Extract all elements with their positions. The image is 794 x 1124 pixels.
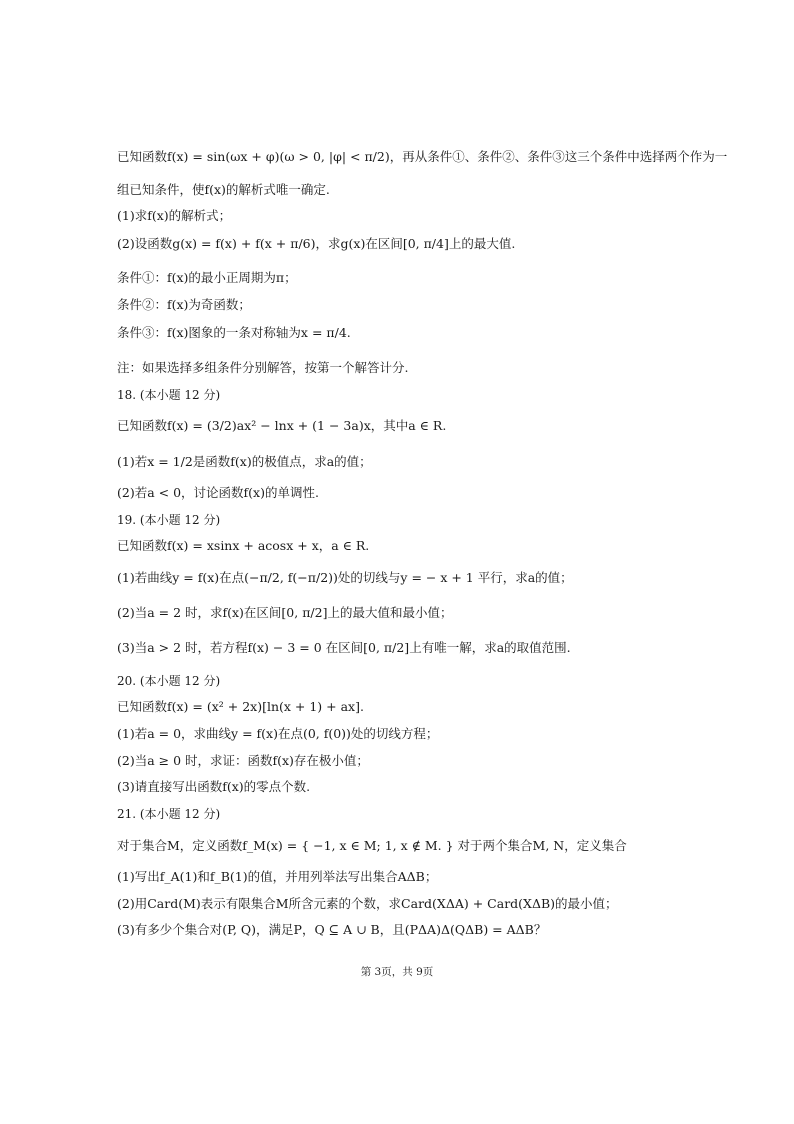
p17-condition3: 条件③：f(x)图象的一条对称轴为x = π/4. (117, 325, 351, 340)
p19-part3: (3)当a > 2 时，若方程f(x) − 3 = 0 在区间[0, π/2]上有唯一解，求a的取值范围. (117, 640, 571, 655)
p19-stem: 已知函数f(x) = xsinx + acosx + x，a ∈ R. (117, 538, 370, 553)
p18-stem: 已知函数f(x) = (3/2)ax² − lnx + (1 − 3a)x，其中a ∈ R. (117, 418, 447, 433)
p21-part3: (3)有多少个集合对(P, Q)，满足P，Q ⊆ A ∪ B，且(PΔA)Δ(QΔB) = AΔB？ (117, 922, 547, 937)
p21-heading: 21. (本小题 12 分) (117, 807, 221, 821)
p20-part1: (1)若a = 0，求曲线y = f(x)在点(0, f(0))处的切线方程； (117, 726, 439, 741)
p17-condition1: 条件①：f(x)的最小正周期为π； (117, 270, 297, 285)
p17-stem-line1: 已知函数f(x) = sin(ωx + φ)(ω > 0, |φ| < π/2)，再从条件①、条件②、条件③这三个条件中选择两个作为一 (117, 149, 728, 164)
p17-condition2: 条件②：f(x)为奇函数； (117, 297, 251, 312)
p19-heading: 19. (本小题 12 分) (117, 513, 221, 527)
page-footer: 第 3页，共 9页 (360, 966, 434, 978)
p20-part2: (2)当a ≥ 0 时，求证：函数f(x)存在极小值； (117, 753, 369, 768)
p21-stem: 对于集合M，定义函数f_M(x) = { −1, x ∈ M; 1, x ∉ M. } 对于两个集合M, N，定义集合 (117, 838, 627, 853)
p17-note: 注：如果选择多组条件分别解答，按第一个解答计分. (117, 360, 409, 375)
p18-part2: (2)若a < 0，讨论函数f(x)的单调性. (117, 485, 319, 500)
p20-part3: (3)请直接写出函数f(x)的零点个数. (117, 779, 311, 794)
p19-part2: (2)当a = 2 时，求f(x)在区间[0, π/2]上的最大值和最小值； (117, 605, 453, 620)
p17-part1: (1)求f(x)的解析式； (117, 208, 232, 223)
p20-heading: 20. (本小题 12 分) (117, 674, 221, 688)
p19-part1: (1)若曲线y = f(x)在点(−π/2, f(−π/2))处的切线与y = − x + 1 平行，求a的值； (117, 570, 573, 585)
p17-part2: (2)设函数g(x) = f(x) + f(x + π/6)，求g(x)在区间[0, π/4]上的最大值. (117, 236, 516, 251)
p21-part1: (1)写出f_A(1)和f_B(1)的值，并用列举法写出集合AΔB； (117, 869, 438, 884)
p17-stem-line2: 组已知条件，使f(x)的解析式唯一确定. (117, 182, 330, 197)
p20-stem: 已知函数f(x) = (x² + 2x)[ln(x + 1) + ax]. (117, 699, 364, 714)
p18-heading: 18. (本小题 12 分) (117, 388, 221, 402)
p21-part2: (2)用Card(M)表示有限集合M所含元素的个数，求Card(XΔA) + Card(XΔB)的最小值； (117, 896, 618, 911)
p18-part1: (1)若x = 1/2是函数f(x)的极值点，求a的值； (117, 454, 372, 469)
